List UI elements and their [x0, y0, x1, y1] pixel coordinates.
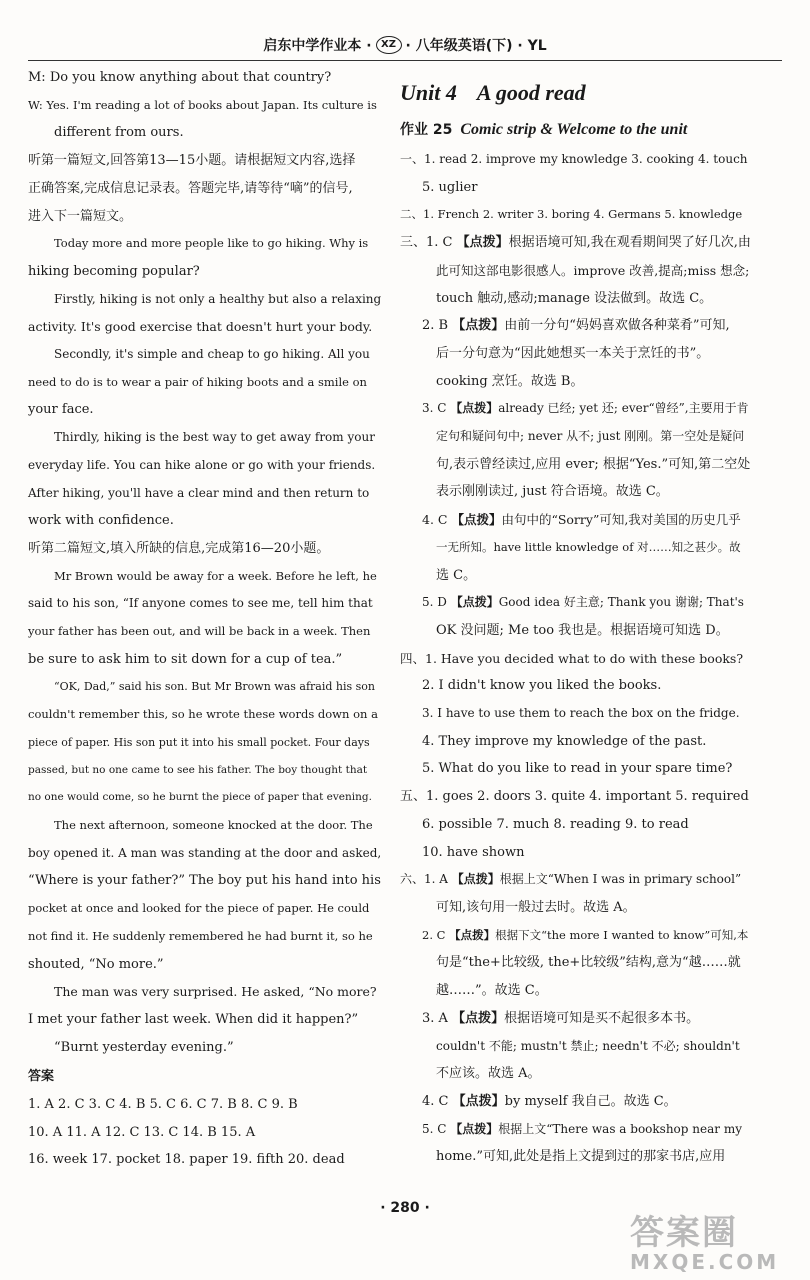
hint-tag: 【点拨】 — [450, 401, 499, 416]
line-text-rest: 由前一分句“妈妈喜欢做各种菜肴”可知, — [504, 318, 730, 334]
text-line — [400, 617, 750, 645]
text-line — [28, 119, 380, 147]
text-line — [28, 341, 380, 369]
line-text: “Burnt yesterday evening.” — [54, 1039, 234, 1055]
right-column — [400, 64, 750, 1171]
line-text: Secondly, it's simple and cheap to go hiking. All you — [54, 347, 370, 362]
text-line — [400, 755, 750, 783]
hint-tag: 【点拨】 — [449, 927, 496, 942]
line-text-rest: by myself 我自己。故选 C。 — [504, 1093, 677, 1109]
watermark-url: MXQE.COM — [630, 1250, 780, 1274]
text-line — [400, 1116, 750, 1144]
line-text-rest: Good idea 好主意; Thank you 谢谢; That's — [498, 595, 744, 610]
hint-tag: 【点拨】 — [451, 512, 502, 528]
line-text: 一、1. read 2. improve my knowledge 3. cooking 4. touch — [400, 152, 748, 166]
line-text: 表示刚刚读过, just 符合语境。故选 C。 — [436, 484, 669, 500]
text-line — [28, 424, 380, 452]
line-text: 五、1. goes 2. doors 3. quite 4. important 5. required — [400, 789, 749, 805]
text-line — [28, 978, 380, 1006]
book-title: 启东中学作业本 · — [263, 38, 372, 54]
text-line — [28, 867, 380, 895]
line-text: 句,表示曾经读过,应用 ever; 根据“Yes.”可知,第二空处 — [436, 456, 751, 472]
text-line — [28, 618, 380, 646]
text-line — [28, 673, 380, 701]
line-text: said to his son, “If anyone comes to see me, tell him that — [28, 596, 373, 611]
line-text: work with confidence. — [28, 513, 174, 529]
unit-number: Unit 4 — [400, 80, 457, 105]
line-text: 4. C — [422, 512, 452, 528]
text-line — [400, 201, 750, 229]
text-line — [400, 451, 750, 479]
line-text: 三、1. C — [400, 235, 457, 251]
line-text-rest: already 已经; yet 还; ever“曾经”,主要用于肯 — [498, 401, 749, 416]
page-header — [28, 30, 782, 61]
line-text: activity. It's good exercise that doesn't hurt your body. — [28, 319, 373, 335]
line-text: 可知,该句用一般过去时。故选 A。 — [436, 899, 636, 915]
homework-title — [400, 116, 750, 144]
line-text-rest: 根据语境可知是买不起很多本书。 — [504, 1010, 700, 1026]
line-text: hiking becoming popular? — [28, 263, 200, 279]
text-line — [400, 811, 750, 839]
xz-badge: XZ — [376, 36, 402, 54]
line-text: “OK, Dad,” said his son. But Mr Brown was afraid his son — [54, 680, 376, 694]
line-text: 4. They improve my knowledge of the past. — [422, 733, 707, 749]
line-text: 选 C。 — [436, 567, 477, 583]
line-text: couldn't 不能; mustn't 禁止; needn't 不必; shouldn't — [436, 1038, 740, 1053]
text-line — [28, 757, 380, 785]
text-line — [28, 923, 380, 951]
text-line — [28, 203, 380, 231]
text-line — [400, 368, 750, 396]
answer-row: 1. A 2. C 3. C 4. B 5. C 6. C 7. B 8. C 9. B — [28, 1097, 298, 1113]
text-line — [28, 230, 380, 258]
text-line — [28, 175, 380, 203]
line-text: 后一分句意为“因此她想买一本关于烹饪的书”。 — [436, 345, 710, 361]
line-text: 5. uglier — [422, 179, 478, 195]
line-text: Thirdly, hiking is the best way to get away from your — [54, 430, 375, 445]
line-text: After hiking, you'll have a clear mind and then return to — [28, 485, 370, 500]
text-line — [28, 480, 380, 508]
text-line — [400, 700, 750, 728]
text-line — [28, 840, 380, 868]
line-text: 3. A — [422, 1010, 453, 1026]
book-subtitle: · 八年级英语(下) · YL — [405, 38, 547, 54]
text-line — [28, 646, 380, 674]
text-line — [28, 286, 380, 314]
line-text: 定句和疑问句中; never 从不; just 刚刚。第一空处是疑问 — [436, 429, 745, 444]
text-line — [400, 894, 750, 922]
line-text: “Where is your father?” The boy put his hand into his — [28, 873, 381, 889]
text-line — [28, 729, 380, 757]
text-line — [400, 478, 750, 506]
line-text: 听第一篇短文,回答第13—15小题。请根据短文内容,选择 — [28, 153, 356, 169]
text-line — [400, 506, 750, 534]
text-line — [28, 784, 380, 812]
text-line — [400, 423, 750, 451]
text-line — [400, 783, 750, 811]
line-text: 5. D — [422, 595, 451, 610]
text-line — [400, 146, 750, 174]
line-text-rest: 根据语境可知,我在观看期间哭了好几次,由 — [508, 235, 751, 251]
text-line — [28, 563, 380, 591]
text-line — [28, 951, 380, 979]
hint-tag: 【点拨】 — [450, 595, 499, 610]
line-text: cooking 烹饪。故选 B。 — [436, 373, 584, 389]
line-text: 6. possible 7. much 8. reading 9. to read — [422, 816, 689, 832]
line-text: pocket at once and looked for the piece of paper. He could — [28, 901, 370, 916]
line-text: home.”可知,此处是指上文提到过的那家书店,应用 — [436, 1149, 726, 1165]
text-line — [400, 977, 750, 1005]
line-text: OK 没问题; Me too 我也是。根据语境可知选 D。 — [436, 622, 729, 638]
line-text: 5. What do you like to read in your spare time? — [422, 761, 733, 777]
text-line — [400, 340, 750, 368]
line-text: Today more and more people like to go hiking. Why is — [54, 236, 369, 251]
text-line — [28, 535, 380, 563]
line-text-rest: 根据上文“There was a bookshop near my — [498, 1121, 742, 1136]
text-line — [400, 1060, 750, 1088]
line-text-rest: 根据上文“When I was in primary school” — [499, 872, 742, 887]
line-text: 进入下一篇短文。 — [28, 208, 133, 224]
text-line — [400, 285, 750, 313]
line-text-rest: 根据下文“the more I wanted to know”可知,本 — [495, 927, 749, 942]
line-text: 四、1. Have you decided what to do with these books? — [400, 650, 744, 666]
line-text: 3. C — [422, 401, 451, 416]
line-text: no one would come, so he burnt the piece of paper that evening. — [28, 791, 372, 804]
text-line — [400, 562, 750, 590]
line-text: boy opened it. A man was standing at the door and asked, — [28, 845, 382, 860]
line-text: 越……”。故选 C。 — [436, 983, 548, 999]
text-line — [28, 258, 380, 286]
line-text: 10. have shown — [422, 844, 525, 860]
text-line — [400, 672, 750, 700]
hint-tag: 【点拨】 — [450, 1121, 499, 1136]
text-line — [28, 92, 380, 120]
text-line — [400, 174, 750, 202]
left-column — [28, 64, 380, 1174]
line-text: not find it. He suddenly remembered he had burnt it, so he — [28, 928, 373, 943]
text-line — [400, 645, 750, 673]
text-line — [400, 728, 750, 756]
line-text: The man was very surprised. He asked, “No more? — [54, 984, 377, 1000]
page-number: · 280 · — [380, 1200, 430, 1216]
text-line — [400, 922, 750, 950]
line-text: 六、1. A — [400, 872, 452, 887]
text-line — [400, 257, 750, 285]
line-text: piece of paper. His son put it into his small pocket. Four days — [28, 735, 370, 749]
answer-key — [400, 146, 750, 1171]
line-text: your face. — [28, 402, 94, 418]
line-text: different from ours. — [54, 125, 184, 141]
text-line — [400, 949, 750, 977]
line-text: couldn't remember this, so he wrote these words down on a — [28, 707, 378, 722]
line-text: 一无所知。have little knowledge of 对……知之甚少。故 — [436, 539, 741, 554]
hint-tag: 【点拨】 — [451, 872, 500, 887]
line-text: 二、1. French 2. writer 3. boring 4. Germans 5. knowledge — [400, 207, 743, 222]
text-line — [400, 1088, 750, 1116]
line-text: Firstly, hiking is not only a healthy but also a relaxing — [54, 291, 382, 306]
hint-tag: 【点拨】 — [452, 318, 505, 334]
text-line — [28, 452, 380, 480]
hint-tag: 【点拨】 — [452, 1010, 505, 1026]
line-text-rest: 由句中的“Sorry”可知,我对美国的历史几乎 — [501, 512, 741, 528]
text-line — [28, 1034, 380, 1062]
watermark-logo — [630, 1215, 805, 1277]
line-text: W: Yes. I'm reading a lot of books about Japan. Its culture is — [28, 97, 377, 112]
text-line — [28, 396, 380, 424]
line-text: 此可知这部电影很感人。improve 改善,提高;miss 想念; — [436, 262, 750, 278]
line-text: touch 触动,感动;manage 设法做到。故选 C。 — [436, 290, 713, 306]
line-text: your father has been out, and will be back in a week. Then — [28, 624, 371, 639]
line-text: 2. I didn't know you liked the books. — [422, 678, 662, 694]
answer-row: 16. week 17. pocket 18. paper 19. fifth 20. dead — [28, 1152, 345, 1168]
line-text: M: Do you know anything about that country? — [28, 70, 332, 85]
answer-row: 10. A 11. A 12. C 13. C 14. B 15. A — [28, 1124, 256, 1140]
line-text: 句是“the+比较级, the+比较级”结构,意为“越……就 — [436, 955, 741, 971]
hint-tag: 【点拨】 — [456, 235, 509, 251]
text-line — [400, 395, 750, 423]
answers-title: 答案 — [28, 1069, 55, 1085]
text-line — [28, 590, 380, 618]
line-text: 2. C — [422, 927, 450, 942]
line-text: passed, but no one came to see his father. The boy thought that — [28, 763, 368, 776]
homework-name: Comic strip & Welcome to the unit — [460, 121, 688, 138]
line-text: 2. B — [422, 318, 453, 334]
text-line — [400, 1033, 750, 1061]
text-line — [28, 1006, 380, 1034]
line-text: I met your father last week. When did it happen?” — [28, 1011, 359, 1027]
line-text: 不应该。故选 A。 — [436, 1066, 541, 1082]
line-text: The next afternoon, someone knocked at the door. The — [54, 817, 373, 832]
line-text: 5. C — [422, 1121, 451, 1136]
line-text: shouted, “No more.” — [28, 956, 164, 972]
line-text: everyday life. You can hike alone or go with your friends. — [28, 457, 376, 472]
line-text: Mr Brown would be away for a week. Before he left, he — [54, 568, 377, 583]
text-line — [28, 64, 380, 92]
text-line — [28, 895, 380, 923]
unit-name: A good read — [476, 80, 586, 105]
text-line — [28, 313, 380, 341]
text-line — [400, 1143, 750, 1171]
text-line — [28, 701, 380, 729]
text-line — [400, 534, 750, 562]
listening-script — [28, 64, 380, 1061]
text-line — [28, 812, 380, 840]
watermark-text: 答案圈 — [630, 1213, 738, 1253]
text-line — [400, 1005, 750, 1033]
line-text: be sure to ask him to sit down for a cup of tea.” — [28, 651, 343, 667]
text-line — [400, 229, 750, 257]
homework-number: 作业 25 — [400, 122, 453, 138]
line-text: 听第二篇短文,填入所缺的信息,完成第16—20小题。 — [28, 540, 330, 556]
hint-tag: 【点拨】 — [452, 1093, 505, 1109]
text-line — [400, 866, 750, 894]
text-line — [28, 507, 380, 535]
unit-title — [400, 76, 750, 110]
answers-list — [28, 1091, 380, 1174]
text-line — [400, 312, 750, 340]
line-text: 4. C — [422, 1093, 453, 1109]
line-text: 正确答案,完成信息记录表。答题完毕,请等待“嘀”的信号, — [28, 180, 353, 196]
text-line — [400, 839, 750, 867]
line-text: need to do is to wear a pair of hiking boots and a smile on — [28, 374, 367, 389]
line-text: 3. I have to use them to reach the box on the fridge. — [422, 706, 740, 721]
text-line — [400, 589, 750, 617]
text-line — [28, 147, 380, 175]
text-line — [28, 369, 380, 397]
